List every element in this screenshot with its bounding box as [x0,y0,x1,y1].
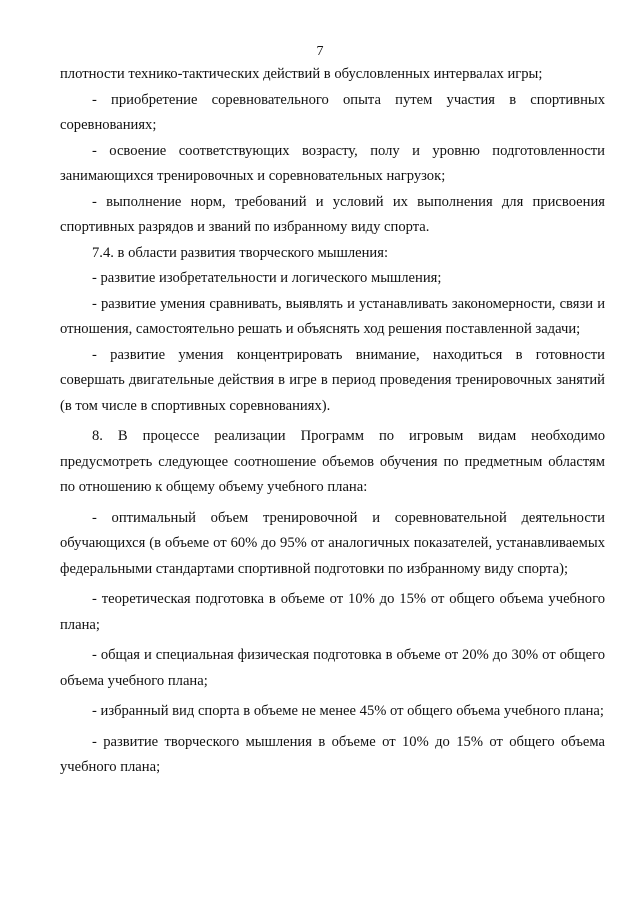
paragraph-theory: - теоретическая подготовка в объеме от 10% до 15% от общего объема учебного плана; [60,591,605,633]
paragraph-inventiveness: - развитие изобретательности и логического мышления; [92,270,442,286]
document-body [60,62,605,781]
paragraph-sport-ranks: - выполнение норм, требований и условий их выполнения для присвоения спортивных разрядов и званий по избранному виду спорта. [60,193,605,235]
paragraph-creative-thinking: - развитие творческого мышления в объеме от 10% до 15% от общего объема учебного плана; [60,733,605,775]
paragraph-competition-experience: - приобретение соревновательного опыта путем участия в спортивных соревнованиях; [60,91,605,133]
paragraph-load-mastery: - освоение соответствующих возрасту, полу и уровню подготовленности занимающихся тренировочных и соревновательных нагрузок; [60,142,605,184]
paragraph-compare-skills: - развитие умения сравнивать, выявлять и устанавливать закономерности, связи и отношения, самостоятельно решать и объяснять ход решения поставленной задачи; [60,295,605,337]
paragraph-chosen-sport: - избранный вид спорта в объеме не менее 45% от общего объема учебного плана; [92,703,604,719]
paragraph-continuation: плотности технико-тактических действий в обусловленных интервалах игры; [60,66,543,82]
page-number: 7 [316,44,324,59]
paragraph-attention: - развитие умения концентрировать внимание, находиться в готовности совершать двигательные действия в игре в период проведения тренировочных занятий (в том числе в спортивных соревнованиях). [60,346,605,414]
paragraph-physical-training: - общая и специальная физическая подготовка в объеме от 20% до 30% от общего объема учебного плана; [60,647,605,689]
paragraph-training-volume: - оптимальный объем тренировочной и соревновательной деятельности обучающихся (в объеме от 60% до 95% от аналогичных показателей, устанавливаемых федеральными стандартами спортивной подготовки по избранному виду спорта); [60,509,605,577]
section-paragraph-8: 8. В процессе реализации Программ по игровым видам необходимо предусмотреть следующее соотношение объемов обучения по предметным областям по отношению к общему объему учебного плана: [60,428,605,495]
section-heading-7-4: 7.4. в области развития творческого мышления: [92,244,388,261]
